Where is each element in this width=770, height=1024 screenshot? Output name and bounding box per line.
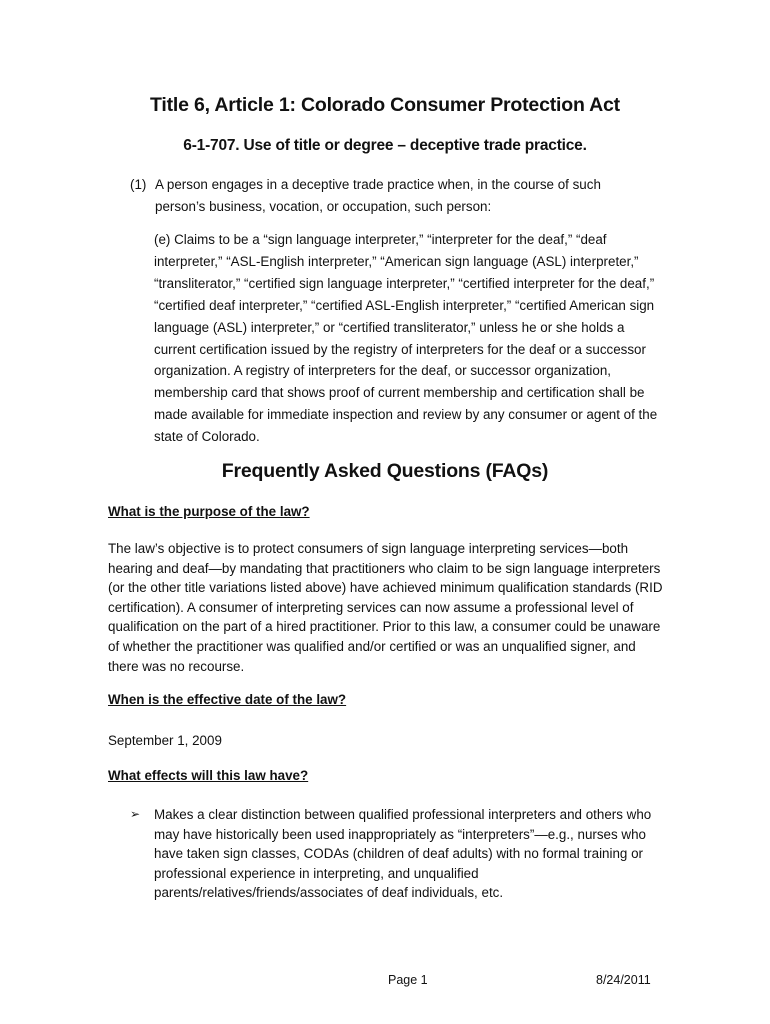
footer-page-number: Page 1	[388, 973, 428, 987]
faq-question-effective-date: When is the effective date of the law?	[108, 692, 347, 707]
section-heading: 6-1-707. Use of title or degree – deceptive trade practice.	[183, 137, 587, 154]
footer-date: 8/24/2011	[596, 973, 651, 987]
faq-heading: Frequently Asked Questions (FAQs)	[221, 460, 549, 482]
faq-answer-purpose: The law’s objective is to protect consumers of sign language interpreting services—both hearing and deaf—by mandating that practitioners who claim to be sign language interpreters (or the other title variations listed above) have achieved minimum qualification standards (RID certification). A consumer of interpreting services can now assume a professional level of qualification on the part of a hired practitioner. Prior to this law, a consumer could be unaware of whether the practitioner was qualified and/or certified or was an unqualified signer, and there was no recourse.	[108, 541, 663, 674]
faq-answer-effective-date: September 1, 2009	[108, 733, 222, 748]
faq-question-purpose: What is the purpose of the law?	[108, 504, 310, 519]
arrow-bullet-icon: ➢	[130, 807, 141, 821]
document-title: Title 6, Article 1: Colorado Consumer Protection Act	[150, 94, 620, 116]
clause-number: (1)	[130, 177, 147, 192]
clause-e-text: (e) Claims to be a “sign language interpreter,” “interpreter for the deaf,” “deaf interpreter,” “ASL-English interpreter,” “American sign language (ASL) interpreter,” “transliterator,” “certified sign language interpreter,” “certified interpreter for the deaf,” “certified deaf interpreter,” “certified ASL-English interpreter,” “certified American sign language (ASL) interpreter,” or “certified transliterator,” unless he or she holds a current certification issued by the registry of interpreters for the deaf or a successor organization. A registry of interpreters for the deaf, or successor organization, membership card that shows proof of current membership and certification shall be made available for immediate inspection and review by any consumer or agent of the state of Colorado.	[154, 232, 658, 445]
list-item-text: Makes a clear distinction between qualified professional interpreters and others who may have historically been used inappropriately as “interpreters”—e.g., nurses who have taken sign classes, CODAs (children of deaf adults) with no formal training or professional experience in interpreting, and unqualified parents/relatives/friends/associates of deaf individuals, etc.	[154, 807, 652, 901]
clause-1	[130, 174, 650, 218]
clause-text: A person engages in a deceptive trade practice when, in the course of such person’s business, vocation, or occupation, such person:	[155, 177, 601, 214]
list-item	[130, 805, 670, 903]
faq-question-effects: What effects will this law have?	[108, 768, 309, 783]
